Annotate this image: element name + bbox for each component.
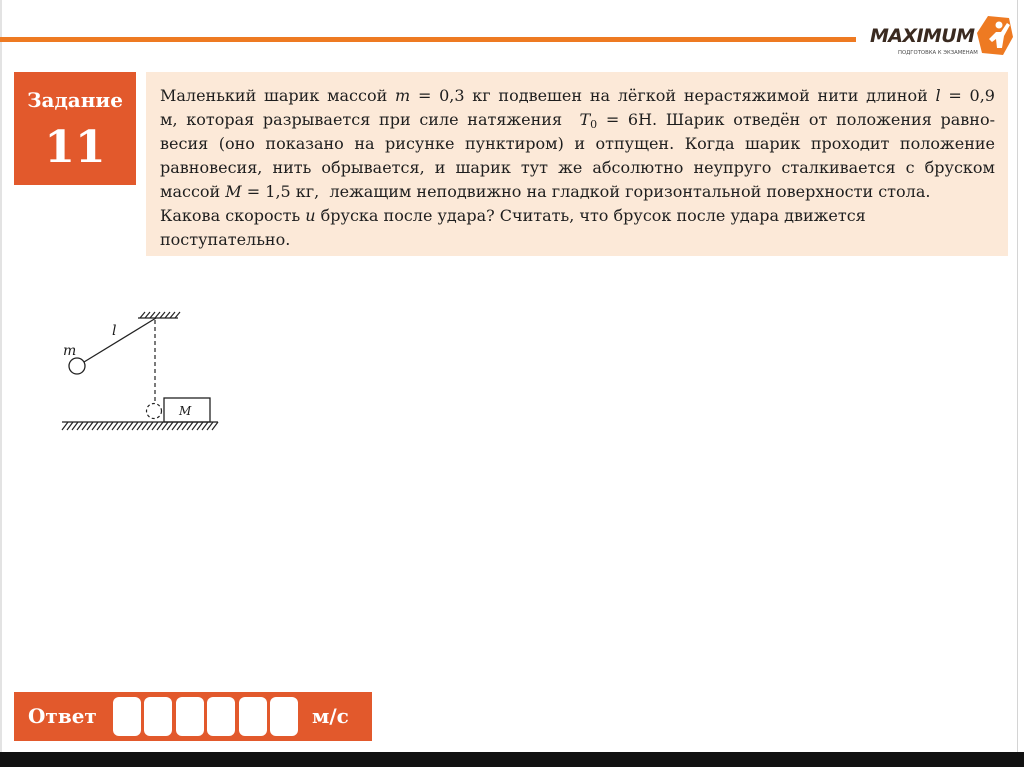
problem-text: = 0,9 <box>940 86 995 105</box>
bottom-bar <box>0 752 1024 767</box>
brand-tagline: ПОДГОТОВКА К ЭКЗАМЕНАМ <box>898 50 978 56</box>
answer-cell[interactable] <box>144 697 172 736</box>
ceiling <box>138 312 180 318</box>
answer-cell[interactable] <box>239 697 267 736</box>
ball <box>69 358 85 374</box>
pendulum-string <box>84 318 156 362</box>
problem-text-block <box>160 84 995 252</box>
answer-unit: м/с <box>312 704 349 728</box>
problem-line <box>160 180 995 204</box>
answer-cell[interactable] <box>270 697 298 736</box>
problem-line <box>160 228 995 252</box>
slide-frame-right <box>1017 0 1018 752</box>
problem-line <box>160 204 995 228</box>
task-number: 11 <box>44 122 106 173</box>
pendulum-figure <box>50 300 230 440</box>
equilibrium-ball <box>147 404 162 419</box>
problem-line <box>160 156 995 180</box>
tension-symbol: T <box>579 110 591 129</box>
problem-text: Маленький шарик массой <box>160 86 396 105</box>
problem-text: поступательно. <box>160 230 291 249</box>
brand-name: MAXIMUM <box>870 25 975 47</box>
answer-cells <box>113 697 298 736</box>
floor <box>62 422 218 430</box>
ball-label: m <box>63 343 77 359</box>
task-badge <box>14 72 136 185</box>
answer-cell[interactable] <box>207 697 235 736</box>
problem-statement <box>146 72 1008 256</box>
slide-frame-left <box>0 0 2 752</box>
problem-text: = 0,3 кг подвешен на лёгкой нерастяжимой нити длиной <box>410 86 936 105</box>
answer-bar <box>14 692 372 741</box>
problem-line <box>160 132 995 156</box>
problem-line <box>160 108 995 132</box>
block-mass-symbol: M <box>225 182 242 201</box>
mass-symbol: m <box>395 86 411 105</box>
problem-line <box>160 84 995 108</box>
answer-cell[interactable] <box>176 697 204 736</box>
task-label: Задание <box>27 88 123 112</box>
problem-text: массой <box>160 182 226 201</box>
problem-text: = 6Н. Шарик отведён от положения равно- <box>597 110 995 129</box>
answer-label: Ответ <box>28 704 97 728</box>
problem-text: весия (оно показано на рисунке пунктиром) и отпущен. Когда шарик проходит положение <box>160 134 995 153</box>
header-rule <box>0 37 856 42</box>
brand-logo <box>870 15 1016 61</box>
block-label: M <box>179 404 192 418</box>
problem-text: Какова скорость <box>160 206 306 225</box>
problem-text: равновесия, нить обрывается, и шарик тут же абсолютно неупруго сталкивается с бруском <box>160 158 995 177</box>
velocity-symbol: u <box>305 206 316 225</box>
problem-text: = 1,5 кг, лежащим неподвижно на гладкой горизонтальной поверхности стола. <box>241 182 931 201</box>
tension-subscript: 0 <box>590 118 598 131</box>
length-symbol: l <box>935 86 941 105</box>
problem-text: м, которая разрывается при силе натяжения <box>160 110 580 129</box>
string-label: l <box>112 323 117 339</box>
answer-cell[interactable] <box>113 697 141 736</box>
problem-text: бруска после удара? Считать, что брусок после удара движется <box>315 206 866 225</box>
maximum-logo-icon <box>976 15 1014 57</box>
